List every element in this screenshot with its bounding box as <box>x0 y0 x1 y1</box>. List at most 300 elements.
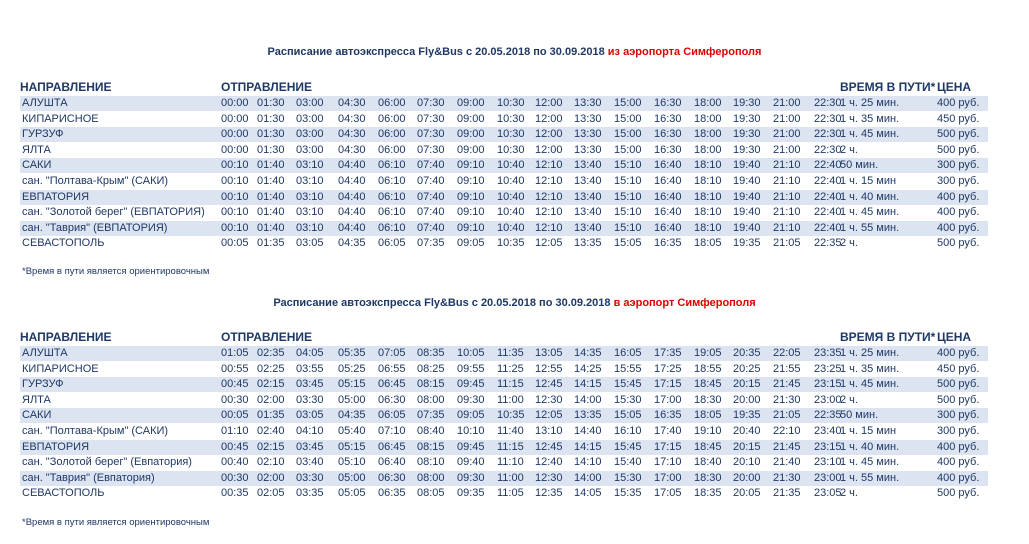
departure-time: 01:30 <box>257 113 285 125</box>
departure-time: 00:55 <box>221 363 249 375</box>
table-row <box>20 96 988 111</box>
row-price: 500 руб. <box>937 378 980 390</box>
table-row <box>20 127 988 142</box>
row-travel-time: 1 ч. 35 мин. <box>840 363 900 375</box>
departure-time: 00:45 <box>221 378 249 390</box>
departure-time: 02:00 <box>257 472 285 484</box>
schedule-title-from-airport <box>0 46 1029 58</box>
departure-time: 06:10 <box>378 175 406 187</box>
departure-time: 17:00 <box>654 472 682 484</box>
departure-time: 03:10 <box>296 222 324 234</box>
table-row <box>20 362 988 377</box>
departure-time: 19:05 <box>694 347 722 359</box>
departure-time: 06:30 <box>378 394 406 406</box>
departure-time: 01:30 <box>257 97 285 109</box>
departure-time: 19:35 <box>733 237 761 249</box>
departure-time: 13:40 <box>574 206 602 218</box>
departure-time: 05:15 <box>338 378 366 390</box>
departure-time: 00:05 <box>221 409 249 421</box>
departure-time: 15:00 <box>614 97 642 109</box>
departure-time: 11:15 <box>497 441 524 453</box>
departure-time: 17:35 <box>654 347 682 359</box>
departure-time: 15:05 <box>614 237 642 249</box>
departure-time: 09:05 <box>457 237 485 249</box>
departure-time: 22:40 <box>814 206 842 218</box>
departure-time: 19:40 <box>733 191 761 203</box>
departure-time: 09:45 <box>457 378 485 390</box>
departure-time: 14:05 <box>574 487 602 499</box>
departure-time: 21:45 <box>773 378 801 390</box>
departure-time: 11:05 <box>497 487 524 499</box>
departure-time: 16:40 <box>654 175 682 187</box>
departure-time: 10:30 <box>497 144 525 156</box>
row-price: 400 руб. <box>937 206 980 218</box>
departure-time: 04:40 <box>338 191 366 203</box>
departure-time: 04:40 <box>338 222 366 234</box>
departure-time: 21:05 <box>773 409 801 421</box>
departure-time: 11:10 <box>497 456 524 468</box>
departure-time: 09:10 <box>457 222 485 234</box>
row-price: 500 руб. <box>937 128 980 140</box>
departure-time: 05:15 <box>338 441 366 453</box>
departure-time: 22:30 <box>814 144 842 156</box>
departure-time: 21:00 <box>773 144 801 156</box>
row-travel-time: 1 ч. 35 мин. <box>840 113 900 125</box>
departure-time: 08:05 <box>417 487 445 499</box>
departure-time: 22:30 <box>814 97 842 109</box>
departure-time: 22:05 <box>773 347 801 359</box>
table-row <box>20 112 988 127</box>
row-travel-time: 50 мин. <box>840 159 879 171</box>
departure-time: 10:40 <box>497 206 525 218</box>
departure-time: 06:40 <box>378 456 406 468</box>
departure-time: 01:40 <box>257 206 285 218</box>
departure-time: 14:15 <box>574 378 602 390</box>
departure-time: 22:40 <box>814 191 842 203</box>
departure-time: 21:10 <box>773 175 801 187</box>
departure-time: 11:25 <box>497 363 524 375</box>
departure-time: 10:30 <box>497 97 525 109</box>
departure-time: 09:10 <box>457 159 485 171</box>
departure-time: 19:30 <box>733 97 761 109</box>
departure-time: 21:55 <box>773 363 801 375</box>
departure-time: 07:30 <box>417 144 445 156</box>
departure-time: 08:00 <box>417 472 445 484</box>
row-travel-time: 50 мин. <box>840 409 879 421</box>
departure-time: 00:45 <box>221 441 249 453</box>
departure-time: 12:00 <box>535 128 563 140</box>
departure-time: 12:10 <box>535 175 563 187</box>
departure-time: 07:35 <box>417 409 445 421</box>
departure-time: 13:40 <box>574 191 602 203</box>
row-travel-time: 2 ч. <box>840 394 858 406</box>
departure-time: 17:00 <box>654 394 682 406</box>
departure-time: 10:40 <box>497 159 525 171</box>
departure-time: 18:00 <box>694 128 722 140</box>
departure-time: 03:00 <box>296 113 324 125</box>
departure-time: 18:00 <box>694 113 722 125</box>
departure-time: 05:10 <box>338 456 366 468</box>
departure-time: 22:35 <box>814 409 842 421</box>
row-price: 300 руб. <box>937 175 980 187</box>
departure-time: 18:10 <box>694 191 722 203</box>
row-travel-time: 1 ч. 25 мин. <box>840 347 900 359</box>
row-direction: сан. "Таврия" (ЕВПАТОРИЯ) <box>22 222 168 234</box>
departure-time: 16:10 <box>614 425 642 437</box>
departure-time: 01:30 <box>257 144 285 156</box>
departure-time: 07:10 <box>378 425 406 437</box>
departure-time: 18:10 <box>694 159 722 171</box>
departure-time: 23:00 <box>814 472 842 484</box>
table-row <box>20 440 988 455</box>
row-travel-time: 1 ч. 15 мин <box>840 425 897 437</box>
departure-time: 13:40 <box>574 175 602 187</box>
header-price: ЦЕНА <box>937 80 972 94</box>
departure-time: 10:35 <box>497 237 525 249</box>
departure-time: 05:05 <box>338 487 366 499</box>
departure-time: 11:15 <box>497 378 524 390</box>
departure-time: 09:35 <box>457 487 485 499</box>
departure-time: 07:30 <box>417 97 445 109</box>
table-row <box>20 158 988 173</box>
departure-time: 19:35 <box>733 409 761 421</box>
departure-time: 22:30 <box>814 113 842 125</box>
departure-time: 06:10 <box>378 159 406 171</box>
row-travel-time: 1 ч. 55 мин. <box>840 222 900 234</box>
row-travel-time: 1 ч. 25 мин. <box>840 97 900 109</box>
departure-time: 02:05 <box>257 487 285 499</box>
schedule-title-prefix: Расписание автоэкспресса Fly&Bus с 20.05.2018 по 30.09.2018 <box>267 46 605 58</box>
table-row <box>20 393 988 408</box>
table-row <box>20 221 988 236</box>
departure-time: 13:30 <box>574 144 602 156</box>
departure-time: 23:35 <box>814 347 842 359</box>
departure-time: 20:10 <box>733 456 761 468</box>
row-direction: ГУРЗУФ <box>22 128 64 140</box>
departure-time: 14:15 <box>574 441 602 453</box>
departure-time: 21:35 <box>773 487 801 499</box>
departure-time: 20:05 <box>733 487 761 499</box>
row-travel-time: 1 ч. 45 мин. <box>840 128 900 140</box>
departure-time: 12:00 <box>535 113 563 125</box>
table-row <box>20 143 988 158</box>
departure-time: 04:40 <box>338 175 366 187</box>
departure-time: 16:30 <box>654 97 682 109</box>
departure-time: 16:40 <box>654 206 682 218</box>
departure-time: 08:15 <box>417 441 445 453</box>
departure-time: 21:30 <box>773 472 801 484</box>
departure-time: 12:40 <box>535 456 563 468</box>
row-direction: ГУРЗУФ <box>22 378 64 390</box>
departure-time: 08:15 <box>417 378 445 390</box>
departure-time: 07:35 <box>417 237 445 249</box>
departure-time: 06:05 <box>378 409 406 421</box>
departure-time: 14:35 <box>574 347 602 359</box>
departure-time: 13:40 <box>574 222 602 234</box>
departure-time: 09:00 <box>457 113 485 125</box>
departure-time: 05:00 <box>338 394 366 406</box>
departure-time: 02:35 <box>257 347 285 359</box>
departure-time: 15:10 <box>614 206 642 218</box>
row-direction: сан. "Золотой берег" (ЕВПАТОРИЯ) <box>22 206 205 218</box>
row-travel-time: 1 ч. 40 мин. <box>840 441 900 453</box>
departure-time: 18:45 <box>694 441 722 453</box>
departure-time: 21:00 <box>773 128 801 140</box>
departure-time: 09:10 <box>457 175 485 187</box>
departure-time: 09:55 <box>457 363 485 375</box>
departure-time: 23:25 <box>814 363 842 375</box>
row-direction: сан. "Таврия" (Евпатория) <box>22 472 155 484</box>
departure-time: 01:40 <box>257 222 285 234</box>
departure-time: 08:10 <box>417 456 445 468</box>
departure-time: 15:40 <box>614 456 642 468</box>
table-row <box>20 174 988 189</box>
departure-time: 03:05 <box>296 237 324 249</box>
departure-time: 18:00 <box>694 144 722 156</box>
departure-time: 03:10 <box>296 206 324 218</box>
departure-time: 22:40 <box>814 175 842 187</box>
row-price: 400 руб. <box>937 456 980 468</box>
departure-time: 03:40 <box>296 456 324 468</box>
departure-time: 00:00 <box>221 97 249 109</box>
row-price: 500 руб. <box>937 394 980 406</box>
row-direction: ЕВПАТОРИЯ <box>22 441 90 453</box>
row-price: 500 руб. <box>937 487 980 499</box>
departure-time: 00:10 <box>221 175 249 187</box>
departure-time: 15:10 <box>614 175 642 187</box>
departure-time: 00:10 <box>221 222 249 234</box>
row-travel-time: 2 ч. <box>840 487 858 499</box>
departure-time: 07:30 <box>417 128 445 140</box>
departure-time: 04:30 <box>338 113 366 125</box>
departure-time: 00:30 <box>221 472 249 484</box>
departure-time: 18:55 <box>694 363 722 375</box>
row-travel-time: 1 ч. 45 мин. <box>840 206 900 218</box>
departure-time: 06:05 <box>378 237 406 249</box>
departure-time: 02:15 <box>257 441 285 453</box>
row-direction: СЕВАСТОПОЛЬ <box>22 487 105 499</box>
departure-time: 19:40 <box>733 206 761 218</box>
departure-time: 09:05 <box>457 409 485 421</box>
departure-time: 02:40 <box>257 425 285 437</box>
departure-time: 23:15 <box>814 378 842 390</box>
row-travel-time: 1 ч. 55 мин. <box>840 472 900 484</box>
departure-time: 08:00 <box>417 394 445 406</box>
row-price: 400 руб. <box>937 222 980 234</box>
row-direction: КИПАРИСНОЕ <box>22 363 99 375</box>
header-price: ЦЕНА <box>937 330 972 344</box>
departure-time: 06:00 <box>378 128 406 140</box>
departure-time: 17:25 <box>654 363 682 375</box>
departure-time: 04:30 <box>338 144 366 156</box>
header-departure: ОТПРАВЛЕНИЕ <box>221 330 312 344</box>
departure-time: 19:10 <box>694 425 722 437</box>
departure-time: 12:55 <box>535 363 563 375</box>
departure-time: 18:10 <box>694 222 722 234</box>
departure-time: 06:10 <box>378 222 406 234</box>
departure-time: 23:05 <box>814 487 842 499</box>
departure-time: 12:10 <box>535 222 563 234</box>
departure-time: 15:10 <box>614 191 642 203</box>
departure-time: 07:05 <box>378 347 406 359</box>
row-direction: АЛУШТА <box>22 347 68 359</box>
departure-time: 09:30 <box>457 394 485 406</box>
departure-time: 14:25 <box>574 363 602 375</box>
table-row <box>20 190 988 205</box>
departure-time: 20:15 <box>733 378 761 390</box>
departure-time: 02:25 <box>257 363 285 375</box>
departure-time: 12:00 <box>535 97 563 109</box>
departure-time: 21:05 <box>773 237 801 249</box>
table-row <box>20 236 988 251</box>
departure-time: 04:40 <box>338 206 366 218</box>
row-direction: ЯЛТА <box>22 144 51 156</box>
departure-time: 21:45 <box>773 441 801 453</box>
row-price: 450 руб. <box>937 113 980 125</box>
departure-time: 00:35 <box>221 487 249 499</box>
departure-time: 12:05 <box>535 409 563 421</box>
departure-time: 12:30 <box>535 472 563 484</box>
departure-time: 01:35 <box>257 409 285 421</box>
departure-time: 16:05 <box>614 347 642 359</box>
header-travel-time: ВРЕМЯ В ПУТИ* <box>840 80 936 94</box>
departure-time: 03:45 <box>296 378 324 390</box>
departure-time: 18:05 <box>694 237 722 249</box>
row-price: 400 руб. <box>937 347 980 359</box>
departure-time: 18:30 <box>694 472 722 484</box>
departure-time: 17:40 <box>654 425 682 437</box>
departure-time: 00:00 <box>221 113 249 125</box>
departure-time: 10:35 <box>497 409 525 421</box>
departure-time: 16:40 <box>654 159 682 171</box>
departure-time: 19:30 <box>733 113 761 125</box>
row-direction: ЕВПАТОРИЯ <box>22 191 90 203</box>
departure-time: 20:40 <box>733 425 761 437</box>
departure-time: 20:35 <box>733 347 761 359</box>
departure-time: 03:10 <box>296 175 324 187</box>
departure-time: 09:00 <box>457 144 485 156</box>
departure-time: 18:30 <box>694 394 722 406</box>
departure-time: 16:40 <box>654 191 682 203</box>
departure-time: 09:00 <box>457 97 485 109</box>
departure-time: 01:30 <box>257 128 285 140</box>
header-departure: ОТПРАВЛЕНИЕ <box>221 80 312 94</box>
departure-time: 07:40 <box>417 222 445 234</box>
departure-time: 03:30 <box>296 394 324 406</box>
departure-time: 03:10 <box>296 191 324 203</box>
departure-time: 17:05 <box>654 487 682 499</box>
row-direction: СЕВАСТОПОЛЬ <box>22 237 105 249</box>
departure-time: 00:05 <box>221 237 249 249</box>
table-row <box>20 346 988 361</box>
departure-time: 23:40 <box>814 425 842 437</box>
departure-time: 06:00 <box>378 113 406 125</box>
departure-time: 15:00 <box>614 113 642 125</box>
departure-time: 03:45 <box>296 441 324 453</box>
departure-time: 20:15 <box>733 441 761 453</box>
departure-time: 18:05 <box>694 409 722 421</box>
departure-time: 12:30 <box>535 394 563 406</box>
departure-time: 02:10 <box>257 456 285 468</box>
table-row <box>20 486 988 501</box>
departure-time: 14:10 <box>574 456 602 468</box>
departure-time: 03:35 <box>296 487 324 499</box>
departure-time: 11:00 <box>497 472 524 484</box>
departure-time: 19:30 <box>733 128 761 140</box>
departure-time: 13:30 <box>574 113 602 125</box>
departure-time: 03:30 <box>296 472 324 484</box>
row-price: 400 руб. <box>937 472 980 484</box>
departure-time: 00:10 <box>221 206 249 218</box>
departure-time: 15:30 <box>614 472 642 484</box>
departure-time: 03:00 <box>296 128 324 140</box>
departure-time: 09:10 <box>457 191 485 203</box>
departure-time: 18:10 <box>694 175 722 187</box>
departure-time: 07:40 <box>417 159 445 171</box>
departure-time: 15:05 <box>614 409 642 421</box>
departure-time: 00:40 <box>221 456 249 468</box>
departure-time: 09:00 <box>457 128 485 140</box>
departure-time: 08:25 <box>417 363 445 375</box>
departure-time: 06:10 <box>378 191 406 203</box>
departure-time: 20:25 <box>733 363 761 375</box>
departure-time: 15:30 <box>614 394 642 406</box>
header-travel-time: ВРЕМЯ В ПУТИ* <box>840 330 936 344</box>
departure-time: 08:35 <box>417 347 445 359</box>
departure-time: 03:00 <box>296 97 324 109</box>
header-direction: НАПРАВЛЕНИЕ <box>20 80 112 94</box>
departure-time: 09:40 <box>457 456 485 468</box>
departure-time: 17:15 <box>654 378 682 390</box>
row-direction: сан. "Полтава-Крым" (САКИ) <box>22 175 169 187</box>
departure-time: 03:00 <box>296 144 324 156</box>
departure-time: 06:45 <box>378 378 406 390</box>
row-direction: КИПАРИСНОЕ <box>22 113 99 125</box>
departure-time: 10:40 <box>497 222 525 234</box>
departure-time: 07:40 <box>417 206 445 218</box>
departure-time: 01:40 <box>257 159 285 171</box>
table-row <box>20 377 988 392</box>
departure-time: 01:10 <box>221 425 249 437</box>
departure-time: 10:30 <box>497 128 525 140</box>
departure-time: 23:10 <box>814 456 842 468</box>
departure-time: 23:00 <box>814 394 842 406</box>
row-direction: сан. "Полтава-Крым" (САКИ) <box>22 425 169 437</box>
departure-time: 06:35 <box>378 487 406 499</box>
departure-time: 10:40 <box>497 175 525 187</box>
table-row <box>20 205 988 220</box>
departure-time: 07:30 <box>417 113 445 125</box>
row-price: 500 руб. <box>937 144 980 156</box>
row-travel-time: 1 ч. 15 мин <box>840 175 897 187</box>
departure-time: 04:30 <box>338 97 366 109</box>
departure-time: 11:00 <box>497 394 524 406</box>
departure-time: 10:05 <box>457 347 485 359</box>
departure-time: 09:45 <box>457 441 485 453</box>
departure-time: 14:00 <box>574 472 602 484</box>
departure-time: 20:00 <box>733 394 761 406</box>
departure-time: 10:30 <box>497 113 525 125</box>
departure-time: 12:00 <box>535 144 563 156</box>
departure-time: 21:00 <box>773 113 801 125</box>
departure-time: 19:40 <box>733 159 761 171</box>
departure-time: 11:40 <box>497 425 524 437</box>
departure-time: 13:35 <box>574 409 602 421</box>
departure-time: 14:40 <box>574 425 602 437</box>
departure-time: 20:00 <box>733 472 761 484</box>
footnote: *Время в пути является ориентировочным <box>22 266 210 277</box>
row-direction: сан. "Золотой берег" (Евпатория) <box>22 456 192 468</box>
